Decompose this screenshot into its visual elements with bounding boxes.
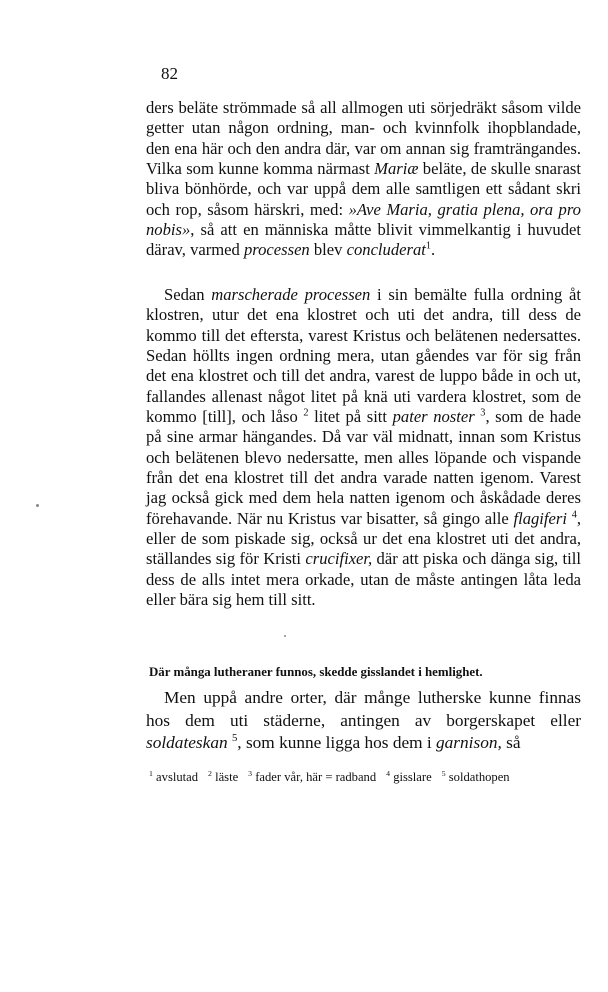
- footnote: [442, 770, 510, 784]
- italic-run: garnison,: [436, 733, 502, 752]
- text-run: Sedan: [164, 285, 212, 304]
- footnotes: [149, 768, 581, 787]
- footnote-text: gisslare: [390, 770, 432, 784]
- footnote-number: 2: [208, 768, 212, 778]
- footnote: [149, 770, 198, 784]
- footnote-text: läste: [211, 770, 239, 784]
- footnote-number: 5: [441, 768, 446, 778]
- footnote: [386, 770, 432, 784]
- italic-run: flagiferi: [513, 508, 567, 528]
- footnote-number: 3: [248, 768, 253, 778]
- text-run: , som de hade på sine armar hängandes. Då var väl midnatt, innan som Kristus och belätenen blevo nedersatte, men alles löpande och vispande från det ena klostret till det andra varade natten igenom. Varest jag också gick med dem hela natten igenom och åskådade deres förehavande. När nu Kristus var bisatter, så gingo alle: [146, 407, 581, 528]
- paragraph-1: [146, 98, 581, 261]
- italic-run: marscherade processen: [211, 285, 371, 304]
- footnote-ref: 3: [480, 407, 486, 419]
- italic-run: »Ave Maria, gratia plena, ora pro nobis»: [146, 199, 581, 240]
- margin-speck: [284, 635, 286, 637]
- section-heading: Där många lutheraner funnos, skedde gisslandet i hemlighet.: [149, 665, 483, 679]
- text-run: , eller de som piskade sig, också ur det ena klostret uti det andra, ställandes sig för Kristi: [146, 508, 581, 569]
- italic-run: soldateskan: [146, 733, 228, 752]
- footnote: [248, 770, 376, 784]
- footnote-ref: 4: [571, 509, 577, 521]
- text-run: så: [501, 733, 521, 752]
- text-run: beläte, de skulle snarast bliva bönhörde, och var uppå dem alle samtligen ett sådant skri och rop, såsom härskri, med:: [146, 159, 581, 219]
- footnote-number: 1: [149, 768, 153, 778]
- italic-run: processen: [243, 240, 310, 260]
- text-run: , så att en människa måtte blivit vimmelkantig i huvudet därav, varmed: [146, 220, 581, 260]
- text-run: i sin bemälte fulla ordning åt klostren, utur det ena klostret och uti det andra, till dess de kommo till det eftersta, varest Kristus och belätenen nedersattes. Sedan höllts ingen ordning mera, utan gåendes var för sig från det ena klostret och till det andra, varest de luppo både in och ut, fallandes allenast något litet på knä uti vardera klostret, som de kommo [till], och låso: [146, 285, 581, 427]
- italic-run: pater noster: [392, 407, 475, 427]
- text-run: Men uppå andre orter, där månge lutherske kunne finnas hos dem uti städerne, antingen av borgerskapet eller: [146, 688, 581, 730]
- footnote-text: avslutad: [152, 770, 199, 784]
- text-run: blev: [309, 240, 347, 260]
- footnote: [208, 770, 238, 784]
- text-run: , som kunne ligga hos dem i: [237, 733, 437, 752]
- text-run: där att piska och dänga sig, till dess de alls intet mera orkade, utan de måste antingen låta leda eller bära sig hem till sitt.: [146, 549, 582, 610]
- footnote-ref: 1: [425, 240, 432, 252]
- italic-run: concluderat: [346, 240, 426, 260]
- text-run: litet på sitt: [308, 407, 393, 427]
- text-run: ders beläte strömmade så all allmogen uti sörjedräkt såsom vilde getter utan någon ordning, man- och kvinnfolk ihopblandade, den ena här och den andra där, var om annan sig framträngandes. Vilka som kunne komma närmast: [146, 98, 581, 179]
- footnote-ref: 5: [231, 732, 238, 745]
- text-run: .: [431, 240, 436, 260]
- footnote-text: fader vår, här = radband: [252, 770, 377, 784]
- italic-run: Mariæ: [374, 159, 419, 179]
- italic-run: crucifixer,: [305, 549, 373, 569]
- page-number: 82: [161, 64, 178, 83]
- footnote-number: 4: [386, 768, 391, 778]
- footnote-ref: 2: [303, 407, 309, 419]
- margin-speck: [36, 504, 39, 507]
- paragraph-3: [146, 687, 581, 755]
- footnote-text: soldathopen: [445, 770, 510, 784]
- paragraph-2: [146, 285, 581, 611]
